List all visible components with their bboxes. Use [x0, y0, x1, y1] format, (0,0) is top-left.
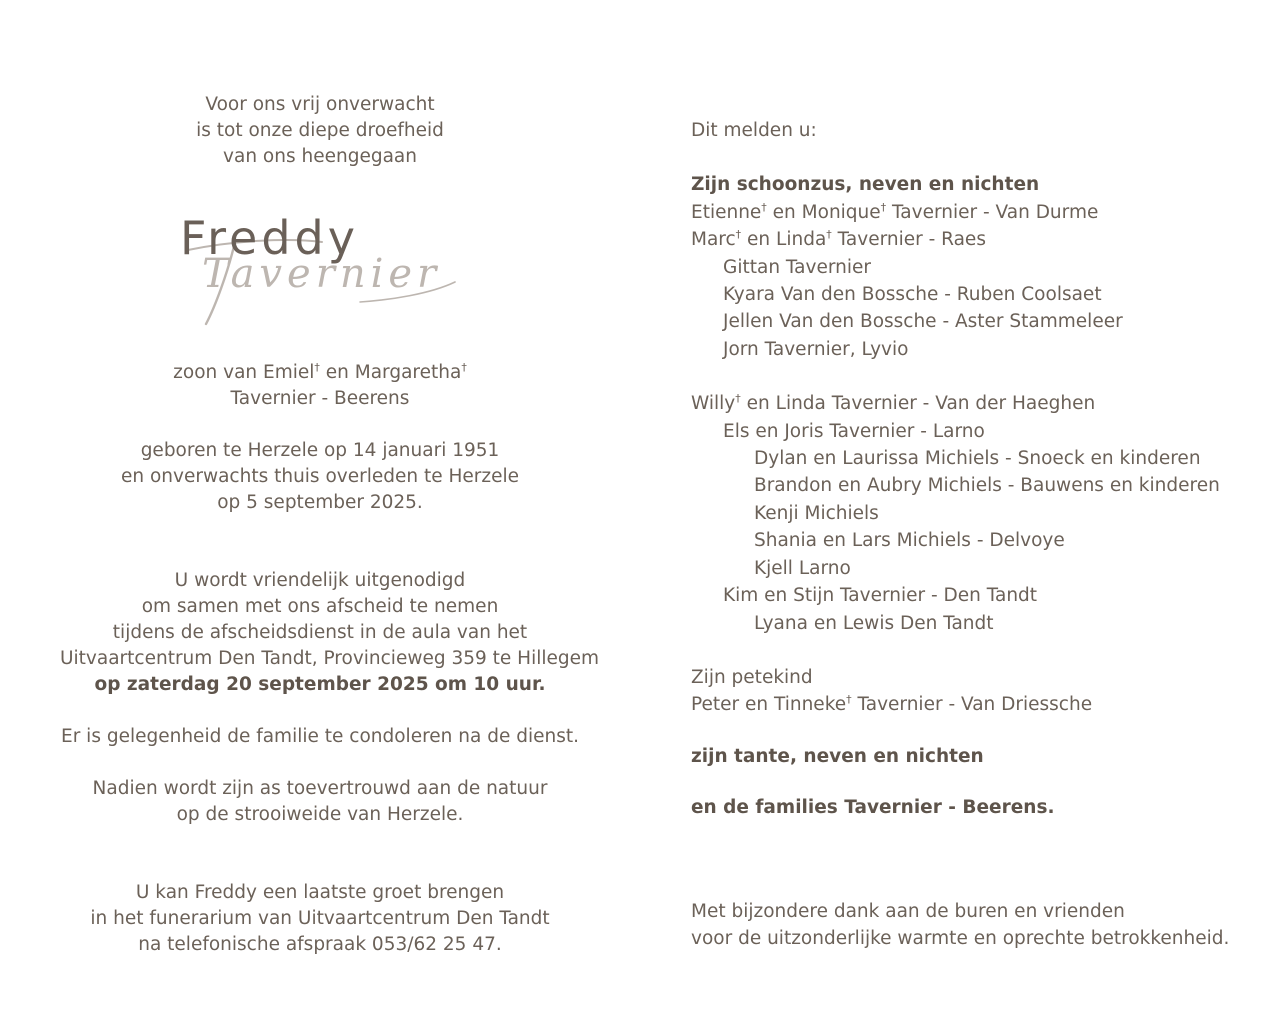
cross-mark: †	[461, 361, 467, 374]
parents-line: zoon van Emiel† en Margaretha†	[173, 361, 467, 383]
cross-mark: †	[761, 200, 767, 214]
family-heading: Zijn schoonzus, neven en nichten	[691, 174, 1040, 196]
cross-mark: †	[735, 228, 742, 242]
family-line: Etienne† en Monique† Tavernier - Van Durme	[691, 200, 1099, 223]
intro-line: is tot onze diepe droefheid	[196, 120, 444, 141]
family-grandchild: Brandon en Aubry Michiels - Bauwens en kinderen	[754, 475, 1220, 497]
left-column	[60, 92, 600, 958]
family-child: Jellen Van den Bossche - Aster Stammeleer	[723, 311, 1123, 333]
invitation-line: Uitvaartcentrum Den Tandt, Provincieweg 359 te Hillegem	[60, 648, 600, 669]
intro-line: Voor ons vrij onverwacht	[205, 94, 435, 115]
deceased-name	[60, 212, 580, 332]
godchild-line: Peter en Tinneke† Tavernier - Van Driessche	[691, 693, 1093, 716]
family-child: Kyara Van den Bossche - Ruben Coolsaet	[723, 284, 1102, 306]
invitation-line: tijdens de afscheidsdienst in de aula van het	[112, 622, 528, 643]
birth-line: en onverwachts thuis overleden te Herzele	[120, 466, 519, 487]
thanks-line: Met bijzondere dank aan de buren en vrienden	[691, 900, 1125, 922]
family-grandchild: Kjell Larno	[754, 557, 851, 579]
family-grandchild: Kenji Michiels	[754, 502, 879, 524]
family-grandchild: Lyana en Lewis Den Tandt	[754, 612, 994, 634]
cross-mark: †	[880, 200, 887, 214]
family-child: Kim en Stijn Tavernier - Den Tandt	[723, 585, 1038, 607]
right-column	[691, 117, 1251, 952]
cross-mark: †	[826, 228, 832, 242]
condolence-line: Er is gelegenheid de familie te condoleren na de dienst.	[61, 726, 579, 747]
family-child: Gittan Tavernier	[723, 256, 871, 278]
service-date: op zaterdag 20 september 2025 om 10 uur.	[94, 674, 546, 695]
birth-line: op 5 september 2025.	[217, 492, 423, 513]
aunt-line: zijn tante, neven en nichten	[691, 745, 984, 767]
cross-mark: †	[735, 392, 741, 406]
visit-line: in het funerarium van Uitvaartcentrum Den Tandt	[90, 908, 550, 929]
family-line: Willy† en Linda Tavernier - Van der Haeghen	[691, 392, 1096, 415]
ashes-line: op de strooiweide van Herzele.	[176, 804, 464, 825]
visit-line: na telefonische afspraak 053/62 25 47.	[138, 934, 502, 955]
cross-mark: †	[314, 361, 320, 374]
visit-line: U kan Freddy een laatste groet brengen	[135, 882, 505, 903]
invitation-line: om samen met ons afscheid te nemen	[141, 596, 499, 617]
family-grandchild: Shania en Lars Michiels - Delvoye	[754, 530, 1065, 552]
birth-line: geboren te Herzele op 14 januari 1951	[140, 440, 500, 461]
godchild-heading: Zijn petekind	[691, 666, 813, 688]
parents-surnames: Tavernier - Beerens	[230, 388, 410, 409]
last-name: Tavernier	[202, 251, 442, 297]
announce-line: Dit melden u:	[691, 120, 817, 141]
family-grandchild: Dylan en Laurissa Michiels - Snoeck en kinderen	[754, 448, 1201, 470]
ashes-line: Nadien wordt zijn as toevertrouwd aan de natuur	[92, 778, 548, 799]
intro-line: van ons heengegaan	[223, 146, 417, 167]
families-line: en de families Tavernier - Beerens.	[691, 797, 1055, 819]
invitation-line: U wordt vriendelijk uitgenodigd	[174, 570, 466, 591]
first-name: Freddy	[180, 211, 359, 265]
family-line: Marc† en Linda† Tavernier - Raes	[691, 228, 986, 251]
cross-mark: †	[846, 693, 852, 707]
family-child: Jorn Tavernier, Lyvio	[723, 338, 909, 360]
thanks-line: voor de uitzonderlijke warmte en oprechte betrokkenheid.	[691, 927, 1230, 949]
family-child: Els en Joris Tavernier - Larno	[723, 420, 985, 442]
